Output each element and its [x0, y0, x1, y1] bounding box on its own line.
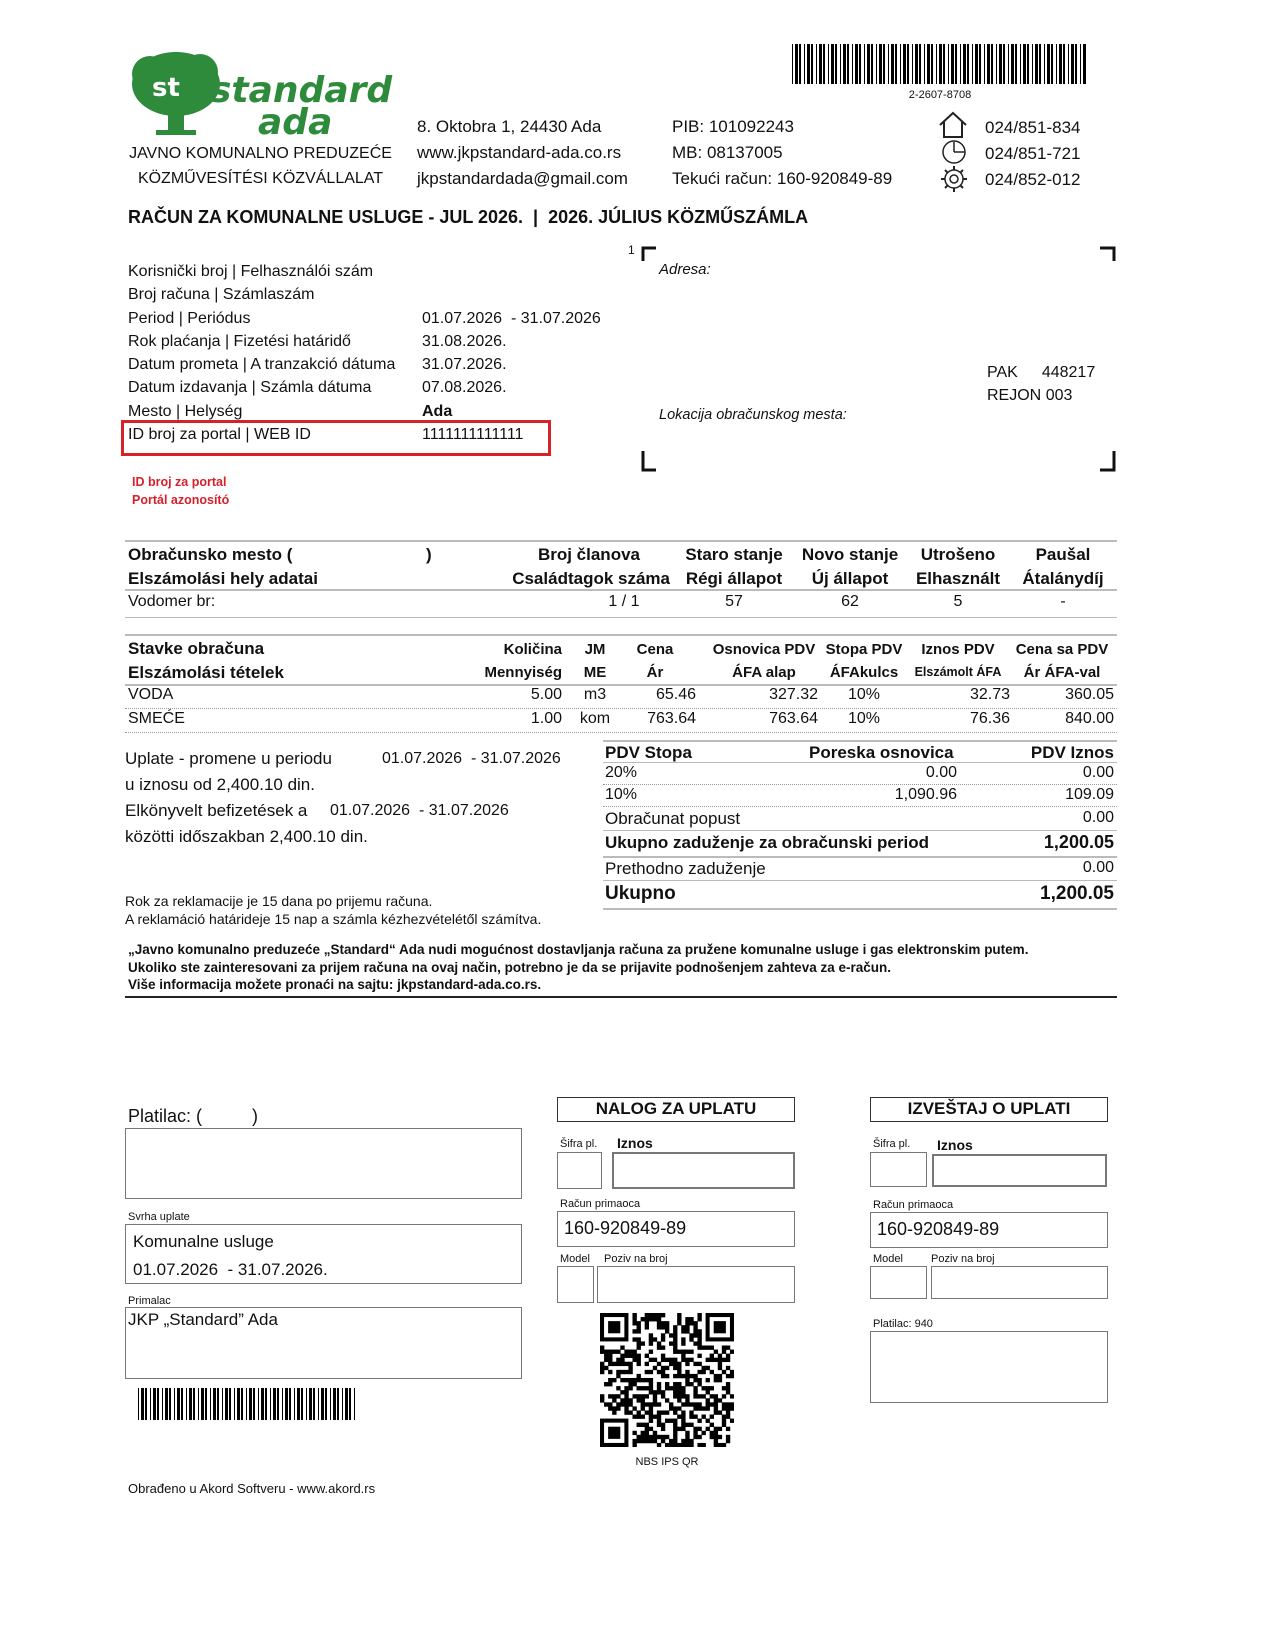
- portal-note-hu: Portál azonosító: [132, 493, 230, 507]
- item-unit: m3: [583, 686, 607, 703]
- info-label-transaction-date: Datum prometa | A tranzakció dátuma: [128, 356, 396, 374]
- payments-period1: 01.07.2026 - 31.07.2026: [382, 750, 561, 767]
- info-label-customer: Korisnički broj | Felhasználói szám: [128, 263, 374, 280]
- report-reference-label: Poziv na broj: [931, 1253, 995, 1265]
- info-value-web-id: 1111111111111: [422, 426, 524, 444]
- svg-text:ada: ada: [258, 102, 333, 136]
- purpose-label: Svrha uplate: [128, 1211, 190, 1223]
- items-header-price-hu: Ár: [646, 664, 664, 681]
- vat-rate-20: 20%: [605, 764, 638, 781]
- payments-line4: közötti időszakban 2,400.10 din.: [125, 827, 368, 846]
- info-value-period: 01.07.2026 - 31.07.2026: [422, 309, 601, 327]
- meter-header-place-hu: Elszámolási hely adatai: [128, 569, 318, 588]
- rejon-value: 003: [1045, 387, 1073, 404]
- meter-cell-old: 57: [725, 593, 743, 610]
- report-reference-box[interactable]: [931, 1266, 1108, 1299]
- barcode-number: 2-2607-8708: [908, 89, 972, 101]
- items-header-price: Cena: [636, 641, 674, 658]
- company-website: www.jkpstandard-ada.co.rs: [417, 143, 622, 162]
- vat-base-10: 1,090.96: [894, 786, 957, 803]
- meter-header-members: Broj članova: [537, 545, 640, 564]
- item-price: 763.64: [647, 710, 696, 727]
- payment-report-title: [870, 1097, 1108, 1122]
- address-window: [628, 241, 1118, 473]
- payments-line3: Elkönyvelt befizetések a: [125, 801, 308, 820]
- payments-line2: u iznosu od 2,400.10 din.: [125, 775, 315, 794]
- item-unit: kom: [579, 710, 611, 727]
- item-vat-base: 763.64: [769, 710, 818, 727]
- company-pib: PIB: 101092243: [672, 117, 794, 136]
- info-label-issue-date: Datum izdavanja | Számla dátuma: [128, 379, 372, 397]
- svg-text:st: st: [152, 73, 180, 103]
- order-model-label: Model: [560, 1253, 590, 1265]
- payment-report-title-text: IZVEŠTAJ O UPLATI: [907, 1099, 1071, 1118]
- phone-1: 024/851-834: [985, 118, 1081, 137]
- pak-value: 448217: [1041, 364, 1096, 381]
- item-qty: 1.00: [530, 710, 562, 727]
- previous-debt-value: 0.00: [1082, 859, 1114, 876]
- phone-3: 024/852-012: [985, 170, 1081, 189]
- report-model-box[interactable]: [870, 1266, 927, 1299]
- info-value-customer: [422, 260, 601, 283]
- company-account: Tekući račun: 160-920849-89: [672, 169, 893, 188]
- report-iznos-box[interactable]: [932, 1154, 1107, 1187]
- slip-barcode: [138, 1388, 358, 1420]
- meter-cell-members: 1 / 1: [608, 593, 640, 610]
- e-invoice-notice: [128, 941, 1118, 994]
- order-account-value: 160-920849-89: [564, 1218, 687, 1238]
- order-reference-label: Poziv na broj: [604, 1253, 668, 1265]
- vat-rate-10: 10%: [605, 786, 638, 803]
- portal-note-sr: ID broj za portal: [132, 475, 227, 489]
- report-sifra-box[interactable]: [870, 1152, 927, 1187]
- order-account-box[interactable]: [557, 1211, 795, 1247]
- company-address: 8. Oktobra 1, 24430 Ada: [417, 117, 602, 136]
- meter-cell-new: 62: [841, 593, 859, 610]
- address-label: Adresa:: [659, 261, 711, 278]
- recipient-box[interactable]: [125, 1307, 522, 1379]
- report-sifra-label: Šifra pl.: [873, 1138, 911, 1150]
- vat-header-amount: PDV Iznos: [1030, 743, 1114, 762]
- vat-amount-20: 0.00: [1082, 764, 1114, 781]
- order-iznos-label: Iznos: [617, 1135, 653, 1151]
- discount-value: 0.00: [1082, 809, 1114, 826]
- home-icon: [938, 111, 968, 139]
- item-total: 360.05: [1065, 686, 1114, 703]
- payer-box[interactable]: [125, 1128, 522, 1199]
- complaint-sr: Rok za reklamacije je 15 dana po prijemu računa.: [125, 893, 433, 909]
- order-iznos-box[interactable]: [612, 1152, 795, 1189]
- item-price: 65.46: [655, 686, 696, 703]
- footer-software: Obrađeno u Akord Softveru - www.akord.rs: [128, 1481, 376, 1496]
- payments-block: [125, 746, 585, 850]
- item-vat-rate: 10%: [847, 686, 881, 703]
- report-iznos-label: Iznos: [937, 1137, 973, 1153]
- item-vat-rate: 10%: [847, 710, 881, 727]
- report-payer-box[interactable]: [870, 1331, 1108, 1403]
- items-header-vat-amount: Iznos PDV: [921, 641, 995, 658]
- previous-debt-label: Prethodno zaduženje: [605, 859, 766, 878]
- meter-header-flat: Paušal: [1035, 545, 1091, 564]
- payments-line1: Uplate - promene u periodu: [125, 749, 332, 768]
- payment-order-title-text: NALOG ZA UPLATU: [595, 1099, 757, 1118]
- info-value-issue-date: 07.08.2026.: [422, 379, 507, 397]
- invoice-barcode: [792, 44, 1088, 84]
- items-header-vat-base: Osnovica PDV: [712, 641, 816, 658]
- item-name: SMEĆE: [128, 710, 185, 727]
- company-logo: [130, 44, 400, 136]
- company-name-sr: JAVNO KOMUNALNO PREDUZEĆE: [129, 145, 392, 162]
- meter-header-paren: ): [426, 545, 432, 564]
- payment-order-title: [557, 1097, 795, 1122]
- svg-text:standard: standard: [210, 70, 393, 111]
- meter-cell-used: 5: [953, 593, 963, 610]
- item-vat-amount: 76.36: [969, 710, 1010, 727]
- complaint-hu: A reklamáció határideje 15 nap a számla kézhezvételétől számítva.: [125, 911, 542, 927]
- payments-period2: 01.07.2026 - 31.07.2026: [330, 802, 509, 819]
- items-header-columns: [128, 638, 1118, 684]
- notice-line-2: Ukoliko ste zainteresovani za prijem računa na ovaj način, potrebno je da se prijavite podnošenjem zahteva za e-račun.: [128, 959, 891, 975]
- qr-label: NBS IPS QR: [635, 1456, 699, 1468]
- info-values: [422, 260, 601, 446]
- order-model-box[interactable]: [557, 1266, 594, 1303]
- items-header-vat-rate-hu: ÁFAkulcs: [829, 664, 899, 681]
- meter-header-old-hu: Régi állapot: [685, 569, 783, 588]
- info-label-place: Mesto | Helység: [128, 402, 243, 420]
- period-total-value: 1,200.05: [1043, 832, 1114, 852]
- invoice-title: RAČUN ZA KOMUNALNE USLUGE - JUL 2026. | 2026. JÚLIUS KÖZMŰSZÁMLA: [128, 207, 809, 227]
- items-header-vat-amount-hu: Elszámolt ÁFA: [914, 665, 1002, 679]
- ips-qr-code: [600, 1313, 734, 1447]
- meter-header-old: Staro stanje: [685, 545, 783, 564]
- items-header-total: Cena sa PDV: [1015, 641, 1109, 658]
- recipient-label: Primalac: [128, 1295, 171, 1307]
- info-value-invoice-number: [422, 283, 601, 306]
- purpose-box[interactable]: [125, 1224, 522, 1284]
- vat-base-20: 0.00: [925, 764, 957, 781]
- info-label-due-date: Rok plaćanja | Fizetési határidő: [128, 332, 351, 350]
- item-qty: 5.00: [530, 686, 562, 703]
- meter-table-header: [128, 543, 1118, 591]
- report-model-label: Model: [873, 1253, 903, 1265]
- vat-summary: [603, 740, 1117, 910]
- meter-row: [128, 593, 1118, 615]
- items-row-smece: [128, 710, 1118, 732]
- meter-header-new-hu: Új állapot: [811, 569, 889, 588]
- info-value-place: Ada: [422, 402, 453, 420]
- period-total-label: Ukupno zaduženje za obračunski period: [605, 833, 929, 852]
- purpose-line1: Komunalne usluge: [133, 1232, 274, 1251]
- item-name: VODA: [128, 686, 174, 703]
- report-account-value: 160-920849-89: [877, 1219, 1000, 1239]
- meter-header-used: Utrošeno: [920, 545, 996, 564]
- vat-header-base: Poreska osnovica: [809, 743, 954, 762]
- order-account-label: Račun primaoca: [560, 1198, 641, 1210]
- items-header-name-hu: Elszámolási tételek: [128, 663, 284, 682]
- discount-label: Obračunat popust: [605, 809, 741, 828]
- phone-2: 024/851-721: [985, 144, 1081, 163]
- meter-cell-label: Vodomer br:: [128, 593, 216, 610]
- info-label-web-id: ID broj za portal | WEB ID: [128, 426, 311, 444]
- items-header-unit: JM: [584, 641, 606, 658]
- meter-header-members-hu: Családtagok száma: [512, 569, 670, 588]
- info-labels: [128, 260, 395, 446]
- vat-header-rate: PDV Stopa: [605, 743, 692, 762]
- meter-cell-flat: -: [1060, 593, 1066, 610]
- report-account-label: Račun primaoca: [873, 1199, 954, 1211]
- company-email: jkpstandardada@gmail.com: [417, 169, 628, 188]
- grand-total-label: Ukupno: [605, 883, 676, 904]
- info-label-invoice-number: Broj računa | Számlaszám: [128, 286, 315, 304]
- order-sifra-box[interactable]: [557, 1152, 602, 1189]
- order-reference-box[interactable]: [597, 1266, 795, 1303]
- items-header-total-hu: Ár ÁFA-val: [1023, 664, 1101, 681]
- info-label-period: Period | Periódus: [128, 309, 251, 327]
- meter-header-flat-hu: Átalánydíj: [1022, 569, 1104, 588]
- report-account-box[interactable]: [870, 1212, 1108, 1248]
- gear-icon: [940, 165, 968, 193]
- items-header-vat-base-hu: ÁFA alap: [732, 664, 796, 681]
- rejon-label: REJON: [987, 387, 1042, 404]
- vat-amount-10: 109.09: [1065, 786, 1114, 803]
- item-vat-amount: 32.73: [969, 686, 1010, 703]
- company-name-hu: KÖZMŰVESÍTÉSI KÖZVÁLLALAT: [137, 170, 384, 187]
- item-vat-base: 327.32: [769, 686, 818, 703]
- clock-icon: [940, 139, 968, 165]
- items-row-voda: [128, 686, 1118, 708]
- order-sifra-label: Šifra pl.: [560, 1138, 598, 1150]
- company-mb: MB: 08137005: [672, 143, 783, 162]
- web-id-highlight: [121, 420, 551, 456]
- items-header-unit-hu: ME: [583, 664, 607, 681]
- meter-header-place: Obračunsko mesto (: [128, 545, 293, 564]
- location-label: Lokacija obračunskog mesta:: [659, 407, 847, 423]
- payer-label: Platilac: ( ): [128, 1106, 259, 1126]
- grand-total-value: 1,200.05: [1040, 883, 1114, 904]
- items-header-name: Stavke obračuna: [128, 639, 265, 658]
- purpose-line2: 01.07.2026 - 31.07.2026.: [133, 1260, 328, 1279]
- item-total: 840.00: [1065, 710, 1114, 727]
- items-header-vat-rate: Stopa PDV: [825, 641, 903, 658]
- corner-number: 1: [628, 243, 635, 257]
- recipient-value: JKP „Standard” Ada: [128, 1310, 278, 1329]
- meter-header-new: Novo stanje: [801, 545, 899, 564]
- meter-header-used-hu: Elhasznált: [915, 569, 1001, 588]
- notice-line-1: „Javno komunalno preduzeće „Standard“ Ada nudi mogućnost dostavljanja računa za pružene komunalne usluge i gas elektronskim putem.: [128, 942, 1029, 957]
- info-value-due-date: 31.08.2026.: [422, 332, 507, 350]
- notice-line-3: Više informacija možete pronaći na sajtu: jkpstandard-ada.co.rs.: [128, 977, 542, 992]
- report-payer-label: Platilac: 940: [873, 1318, 933, 1330]
- info-value-transaction-date: 31.07.2026.: [422, 356, 507, 374]
- items-header-qty: Količina: [503, 641, 562, 658]
- pak-label: PAK: [987, 364, 1018, 381]
- items-header-qty-hu: Mennyiség: [484, 664, 562, 681]
